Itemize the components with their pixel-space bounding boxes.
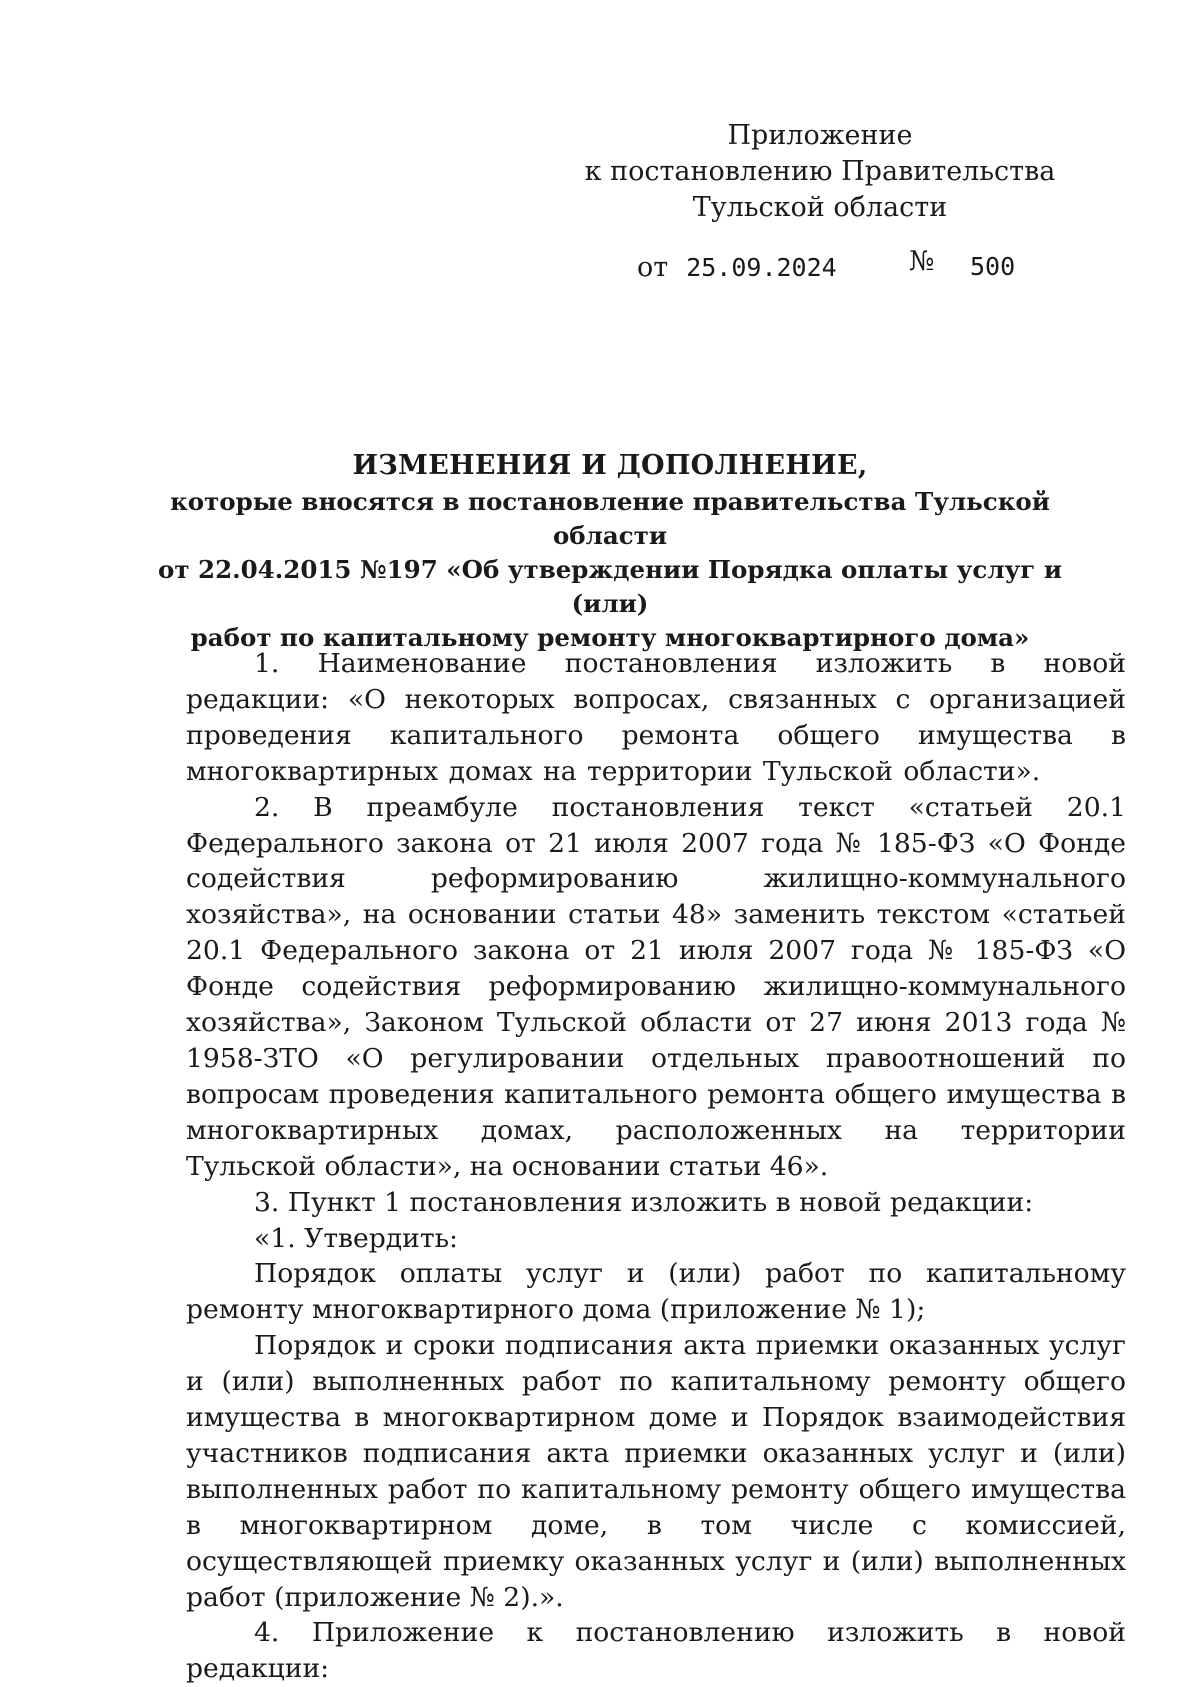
document-body [186, 646, 1126, 1687]
paragraph-1: 1. Наименование постановления изложить в новой редакции: «О некоторых вопросах, связанных с организацией проведения капитального ремонта общего имущества в многоквартирных домах на территории Тульской области». [186, 648, 1126, 787]
paragraph-2: 2. В преамбуле постановления текст «статьей 20.1 Федерального закона от 21 июля 2007 года № 185-ФЗ «О Фонде содействия реформированию жилищно-коммунального хозяйства», на основании статьи 48» заменить текстом «статьей 20.1 Федерального закона от 21 июля 2007 года № 185-ФЗ «О Фонде содействия реформированию жилищно-коммунального хозяйства», Законом Тульской области от 27 июня 2013 года № 1958-ЗТО «О регулировании отдельных правоотношений по вопросам проведения капитального ремонта общего имущества в многоквартирных домах, расположенных на территории Тульской области», на основании статьи 46». [186, 791, 1126, 1182]
registration-number: 500 [970, 252, 1016, 281]
from-label: от [637, 252, 669, 283]
appendix-line-2: к постановлению Правительства [584, 156, 1056, 187]
title-heading: ИЗМЕНЕНИЯ И ДОПОЛНЕНИЕ, [352, 450, 868, 481]
appendix-line-3: Тульской области [692, 192, 948, 223]
paragraph-5: Порядок оплаты услуг и (или) работ по капитальному ремонту многоквартирного дома (приложение № 1); [186, 1258, 1126, 1326]
paragraph-7: 4. Приложение к постановлению изложить в новой редакции: [186, 1617, 1126, 1685]
title-line-2: от 22.04.2015 №197 «Об утверждении Порядка оплаты услуг и (или) [157, 555, 1062, 618]
document-title [120, 447, 1100, 655]
number-sign: № [909, 246, 935, 277]
paragraph-6: Порядок и сроки подписания акта приемки оказанных услуг и (или) выполненных работ по капитальному ремонту общего имущества в многоквартирном доме и Порядок взаимодействия участников подписания акта приемки оказанных услуг и (или) выполненных работ по капитальному ремонту общего имущества в многоквартирном доме, в том числе с комиссией, осуществляющей приемку оказанных услуг и (или) выполненных работ (приложение № 2).». [186, 1330, 1126, 1613]
registration-date: 25.09.2024 [686, 253, 837, 282]
paragraph-4: «1. Утвердить: [254, 1222, 459, 1254]
appendix-line-1: Приложение [727, 120, 913, 151]
title-line-3: работ по капитальному ремонту многоквартирного дома» [190, 623, 1030, 652]
paragraph-3: 3. Пункт 1 постановления изложить в новой редакции: [254, 1186, 1034, 1218]
registration-line [637, 246, 1016, 283]
title-line-1: которые вносятся в постановление правительства Тульской области [170, 487, 1050, 550]
appendix-header [560, 118, 1080, 226]
